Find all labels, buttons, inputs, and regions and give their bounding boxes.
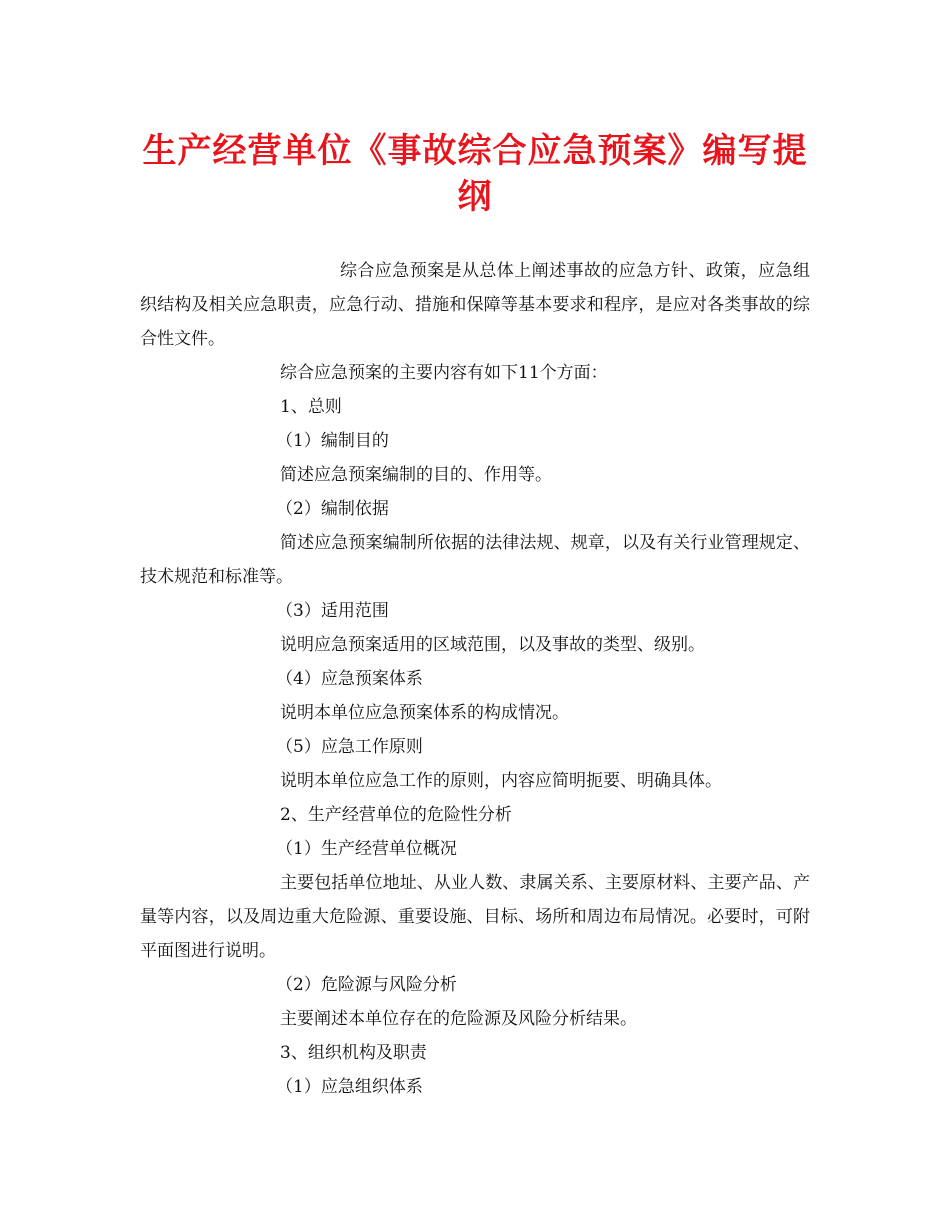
subsection-heading: （3）适用范围 (276, 601, 389, 621)
subsection-heading: （1）生产经营单位概况 (276, 839, 457, 859)
body-paragraph: 主要阐述本单位存在的危险源及风险分析结果。 (280, 1009, 637, 1029)
body-paragraph: 说明本单位应急工作的原则，内容应简明扼要、明确具体。 (280, 771, 722, 791)
subsection-heading: （4）应急预案体系 (276, 669, 423, 689)
body-paragraph: 说明应急预案适用的区域范围，以及事故的类型、级别。 (280, 635, 705, 655)
subsection-heading: （1）编制目的 (276, 431, 389, 451)
subsection-heading: （2）危险源与风险分析 (276, 975, 457, 995)
overview-line: 综合应急预案的主要内容有如下11个方面： (280, 363, 608, 383)
body-paragraph: 简述应急预案编制所依据的法律法规、规章，以及有关行业管理规定、技术规范和标准等。 (140, 533, 810, 587)
subsection-heading: （2）编制依据 (276, 499, 389, 519)
subsection-heading: （5）应急工作原则 (276, 737, 423, 757)
body-paragraph: 主要包括单位地址、从业人数、隶属关系、主要原材料、主要产品、产量等内容，以及周边重大危险源、重要设施、目标、场所和周边布局情况。必要时，可附平面图进行说明。 (140, 873, 810, 961)
intro-paragraph: 综合应急预案是从总体上阐述事故的应急方针、政策，应急组织结构及相关应急职责，应急行动、措施和保障等基本要求和程序，是应对各类事故的综合性文件。 (140, 261, 810, 349)
document-body (140, 254, 810, 1104)
subsection-heading: （1）应急组织体系 (276, 1077, 423, 1097)
body-paragraph: 说明本单位应急预案体系的构成情况。 (280, 703, 569, 723)
body-paragraph: 简述应急预案编制的目的、作用等。 (280, 465, 552, 485)
section-heading-1: 1、总则 (280, 397, 342, 417)
section-heading-2: 2、生产经营单位的危险性分析 (280, 805, 512, 825)
document-title: 生产经营单位《事故综合应急预案》编写提纲 (142, 131, 808, 217)
section-heading-3: 3、组织机构及职责 (280, 1043, 427, 1063)
